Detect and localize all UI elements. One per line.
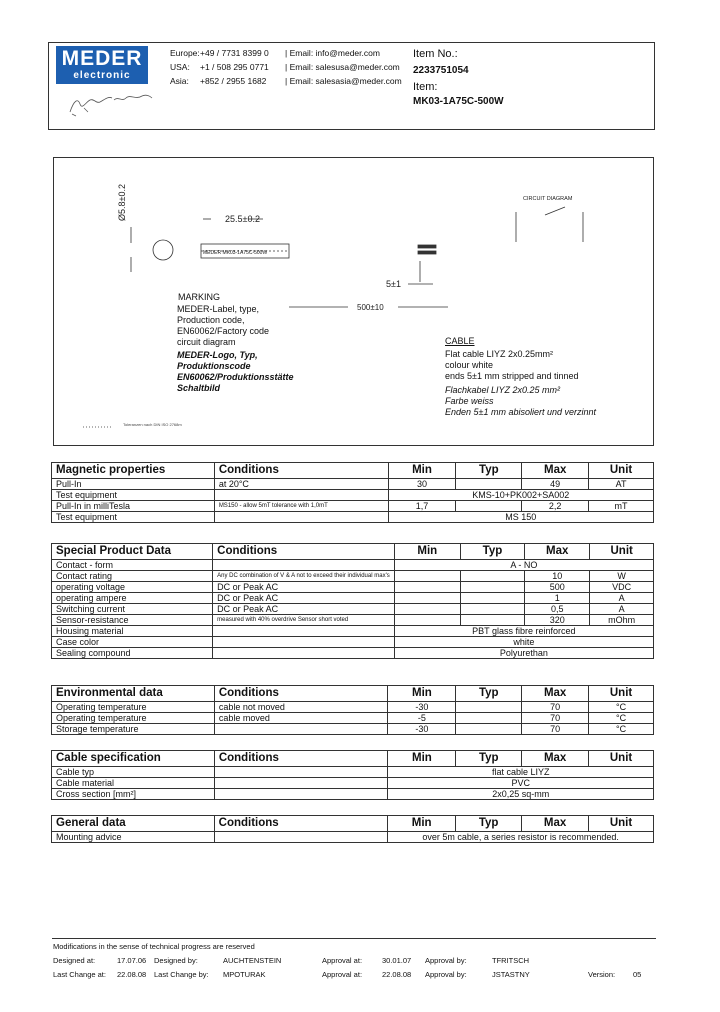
table-cell: 70 xyxy=(522,724,589,735)
table-column-header: Min xyxy=(388,816,456,832)
table-column-header: Typ xyxy=(456,686,522,702)
table-cell xyxy=(456,501,522,512)
marking-line: MEDER-Label, type, xyxy=(177,304,260,314)
table-cell: A - NO xyxy=(394,560,653,571)
cable-line-de: Flachkabel LIYZ 2x0.25 mm² xyxy=(445,385,561,395)
marking-line-de: Schaltbild xyxy=(177,383,221,393)
table-cell: °C xyxy=(589,702,654,713)
table-cell: Operating temperature xyxy=(52,702,215,713)
dim-length: 25.5±0.2 xyxy=(225,214,260,224)
table-row xyxy=(52,479,654,490)
table-cell: Pull-In xyxy=(52,479,215,490)
table-column-header: Max xyxy=(522,751,589,767)
table-column-header: Max xyxy=(522,463,589,479)
marking-english xyxy=(177,304,269,348)
table-cell: 1 xyxy=(525,593,590,604)
table-cell: PBT glass fibre reinforced xyxy=(394,626,653,637)
meder-logo xyxy=(56,46,148,84)
designed-by-value: AUCHTENSTEIN xyxy=(223,956,282,965)
table-cell: Polyurethan xyxy=(394,648,653,659)
cable-end xyxy=(418,245,436,248)
table-cell xyxy=(214,832,388,843)
table-cell: operating ampere xyxy=(52,593,213,604)
table-row xyxy=(52,501,654,512)
table-cell: A xyxy=(590,593,654,604)
version-label: Version: xyxy=(588,970,616,979)
table-row xyxy=(52,582,654,593)
table-cell: flat cable LIYZ xyxy=(388,767,654,778)
table-column-header: Unit xyxy=(589,463,654,479)
table-header-row xyxy=(52,544,654,560)
table-cell: MS150 - allow 5mT tolerance with 1,0mT xyxy=(214,501,388,512)
table-cell: KMS-10+PK002+SA002 xyxy=(388,490,653,501)
spec-table xyxy=(51,815,654,843)
table-column-header: Min xyxy=(388,686,456,702)
table-row xyxy=(52,702,654,713)
table-column-header: Max xyxy=(525,544,590,560)
table-cell: 2x0,25 sq-mm xyxy=(388,789,654,800)
table-cell: mT xyxy=(589,501,654,512)
table-cell xyxy=(456,702,522,713)
table-cell: Any DC combination of V & A not to exceed their individual max's xyxy=(213,571,395,582)
marking-line: Production code, xyxy=(177,315,245,325)
table-header-row xyxy=(52,463,654,479)
table-cell: Sealing compound xyxy=(52,648,213,659)
sensor-end-view xyxy=(153,240,173,260)
table-column-header: Conditions xyxy=(214,686,388,702)
table-cell xyxy=(456,479,522,490)
phone-usa: +1 / 508 295 0771 xyxy=(200,62,269,72)
table-cell xyxy=(394,593,460,604)
designed-at-label: Designed at: xyxy=(53,956,96,965)
table-row xyxy=(52,490,654,501)
marking-title: MARKING xyxy=(178,292,221,302)
last-change-by-value: MPOTURAK xyxy=(223,970,266,979)
cable-line: ends 5±1 mm stripped and tinned xyxy=(445,371,579,381)
cable-title: CABLE xyxy=(445,336,475,346)
cable-line: Flat cable LIYZ 2x0.25mm² xyxy=(445,349,554,359)
table-cell: Storage temperature xyxy=(52,724,215,735)
table-cell: VDC xyxy=(590,582,654,593)
contact-region-asia: Asia: xyxy=(170,76,189,86)
table-cell: °C xyxy=(589,713,654,724)
table-cell xyxy=(460,615,524,626)
table-section-title: Environmental data xyxy=(52,686,215,702)
table-column-header: Max xyxy=(522,816,589,832)
table-cell xyxy=(394,615,460,626)
table-row xyxy=(52,615,654,626)
table-cell xyxy=(460,571,524,582)
logo-text: MEDER xyxy=(61,47,143,70)
last-change-by-label: Last Change by: xyxy=(154,970,209,979)
cable-english xyxy=(445,349,579,382)
table-cell xyxy=(460,604,524,615)
table-cell: DC or Peak AC xyxy=(213,604,395,615)
table-column-header: Conditions xyxy=(214,816,388,832)
table-cell: 30 xyxy=(388,479,456,490)
contact-regions xyxy=(170,46,200,88)
contact-phones xyxy=(200,46,269,88)
table-cell: Test equipment xyxy=(52,512,215,523)
table-cell: A xyxy=(590,604,654,615)
table-section-title: Magnetic properties xyxy=(52,463,215,479)
footer-divider xyxy=(52,938,656,939)
table-row xyxy=(52,778,654,789)
table-section-title: Cable specification xyxy=(52,751,215,767)
cable-line: colour white xyxy=(445,360,494,370)
table-cell: operating voltage xyxy=(52,582,213,593)
table-column-header: Conditions xyxy=(214,463,388,479)
table-column-header: Min xyxy=(394,544,460,560)
spec-table xyxy=(51,543,654,659)
table-header-row xyxy=(52,686,654,702)
table-cell: -30 xyxy=(388,724,456,735)
item-no-label: Item No.: xyxy=(413,48,458,60)
logo-subtext: electronic xyxy=(73,70,131,81)
table-cell: Contact rating xyxy=(52,571,213,582)
version-value: 05 xyxy=(633,970,642,979)
last-change-at-value: 22.08.08 xyxy=(117,970,147,979)
item-label: Item: xyxy=(413,81,438,93)
table-cell: 0,5 xyxy=(525,604,590,615)
table-cell: 2,2 xyxy=(522,501,589,512)
approval-at-value-2: 22.08.08 xyxy=(382,970,412,979)
table-column-header: Min xyxy=(388,751,456,767)
table-row xyxy=(52,626,654,637)
table-column-header: Unit xyxy=(590,544,654,560)
table-header-row xyxy=(52,816,654,832)
circuit-diagram-label: CIRCUIT DIAGRAM xyxy=(523,196,573,202)
table-cell: Sensor-resistance xyxy=(52,615,213,626)
table-cell xyxy=(214,789,388,800)
spec-table xyxy=(51,750,654,800)
table-cell: Contact - form xyxy=(52,560,213,571)
table-row xyxy=(52,512,654,523)
table-cell: Pull-In in milliTesla xyxy=(52,501,215,512)
approval-by-label: Approval by: xyxy=(425,956,467,965)
marking-line-de: EN60062/Produktionsstätte xyxy=(177,372,294,382)
table-column-header: Typ xyxy=(456,751,522,767)
table-cell: cable not moved xyxy=(214,702,388,713)
table-cell xyxy=(456,724,522,735)
table-cell: at 20°C xyxy=(214,479,388,490)
table-cell: Housing material xyxy=(52,626,213,637)
table-section-title: Special Product Data xyxy=(52,544,213,560)
approval-by-label-2: Approval by: xyxy=(425,970,467,979)
table-cell: Cable material xyxy=(52,778,215,789)
part-label: MEDER MK03-1A75C-500W xyxy=(203,250,268,256)
table-cell: 70 xyxy=(522,713,589,724)
table-row xyxy=(52,767,654,778)
tolerance-note: Toleranzen nach DIN ISO 2768m xyxy=(123,422,182,427)
marking-line-de: MEDER-Logo, Typ, xyxy=(177,350,258,360)
approval-by-value-2: JSTASTNY xyxy=(492,970,530,979)
cable-german xyxy=(445,385,596,418)
table-cell xyxy=(394,604,460,615)
table-cell: 500 xyxy=(525,582,590,593)
dim-cable-length: 500±10 xyxy=(357,303,384,312)
dim-diameter: Ø5.8±0.2 xyxy=(117,184,127,221)
table-row xyxy=(52,789,654,800)
table-cell xyxy=(214,512,388,523)
table-cell xyxy=(394,582,460,593)
table-cell: PVC xyxy=(388,778,654,789)
table-cell xyxy=(460,582,524,593)
table-row xyxy=(52,604,654,615)
last-change-at-label: Last Change at: xyxy=(53,970,106,979)
table-row xyxy=(52,593,654,604)
spec-table xyxy=(51,685,654,735)
table-column-header: Unit xyxy=(589,751,654,767)
table-column-header: Typ xyxy=(456,463,522,479)
dim-strip: 5±1 xyxy=(386,279,401,289)
table-cell: Operating temperature xyxy=(52,713,215,724)
table-row xyxy=(52,637,654,648)
table-cell xyxy=(214,490,388,501)
table-column-header: Typ xyxy=(460,544,524,560)
table-cell: W xyxy=(590,571,654,582)
table-cell xyxy=(213,637,395,648)
contact-region-usa: USA: xyxy=(170,62,190,72)
table-cell: -5 xyxy=(388,713,456,724)
table-column-header: Unit xyxy=(589,816,654,832)
contact-emails xyxy=(285,46,402,88)
table-cell xyxy=(213,626,395,637)
designed-by-label: Designed by: xyxy=(154,956,198,965)
table-row xyxy=(52,724,654,735)
table-cell: cable moved xyxy=(214,713,388,724)
contact-region-europe: Europe: xyxy=(170,48,200,58)
approval-at-label: Approval at: xyxy=(322,956,363,965)
slogan-signature xyxy=(64,90,154,118)
table-cell xyxy=(394,571,460,582)
table-cell: over 5m cable, a series resistor is recommended. xyxy=(388,832,654,843)
table-cell xyxy=(214,724,388,735)
table-row xyxy=(52,560,654,571)
table-cell: DC or Peak AC xyxy=(213,593,395,604)
marking-line: EN60062/Factory code xyxy=(177,326,270,336)
table-cell: 1,7 xyxy=(388,501,456,512)
table-header-row xyxy=(52,751,654,767)
phone-asia: +852 / 2955 1682 xyxy=(200,76,267,86)
table-cell: MS 150 xyxy=(388,512,653,523)
table-column-header: Typ xyxy=(456,816,522,832)
approval-by-value: TFRITSCH xyxy=(492,956,530,965)
email-europe[interactable]: | Email: info@meder.com xyxy=(285,48,380,58)
marking-german xyxy=(177,350,294,394)
table-cell: 10 xyxy=(525,571,590,582)
table-cell: °C xyxy=(589,724,654,735)
item-no-value: 2233751054 xyxy=(413,65,469,76)
table-column-header: Unit xyxy=(589,686,654,702)
item-value: MK03-1A75C-500W xyxy=(413,96,504,107)
table-column-header: Min xyxy=(388,463,456,479)
table-cell: Mounting advice xyxy=(52,832,215,843)
footer-note: Modifications in the sense of technical progress are reserved xyxy=(53,942,255,951)
table-cell: 320 xyxy=(525,615,590,626)
table-column-header: Conditions xyxy=(214,751,388,767)
table-column-header: Max xyxy=(522,686,589,702)
email-asia[interactable]: | Email: salesasia@meder.com xyxy=(285,76,402,86)
marking-line-de: Produktionscode xyxy=(177,361,251,371)
table-cell: Case color xyxy=(52,637,213,648)
table-cell: Cross section [mm²] xyxy=(52,789,215,800)
table-cell: Cable typ xyxy=(52,767,215,778)
table-cell: -30 xyxy=(388,702,456,713)
table-column-header: Conditions xyxy=(213,544,395,560)
table-row xyxy=(52,832,654,843)
phone-europe: +49 / 7731 8399 0 xyxy=(200,48,269,58)
table-cell: white xyxy=(394,637,653,648)
spec-table xyxy=(51,462,654,523)
table-cell xyxy=(213,648,395,659)
table-cell xyxy=(460,593,524,604)
table-cell: 70 xyxy=(522,702,589,713)
cable-line-de: Farbe weiss xyxy=(445,396,494,406)
table-cell: measured with 40% overdrive Sensor short voted xyxy=(213,615,395,626)
table-cell xyxy=(214,767,388,778)
approval-at-value: 30.01.07 xyxy=(382,956,412,965)
designed-at-value: 17.07.06 xyxy=(117,956,147,965)
marking-line: circuit diagram xyxy=(177,337,236,347)
email-usa[interactable]: | Email: salesusa@meder.com xyxy=(285,62,400,72)
table-cell: 49 xyxy=(522,479,589,490)
table-section-title: General data xyxy=(52,816,215,832)
table-cell: Test equipment xyxy=(52,490,215,501)
table-cell xyxy=(456,713,522,724)
table-cell xyxy=(213,560,395,571)
table-cell: mOhm xyxy=(590,615,654,626)
table-cell: Switching current xyxy=(52,604,213,615)
table-cell xyxy=(214,778,388,789)
approval-at-label-2: Approval at: xyxy=(322,970,363,979)
table-row xyxy=(52,571,654,582)
table-cell: AT xyxy=(589,479,654,490)
cable-line-de: Enden 5±1 mm abisoliert und verzinnt xyxy=(445,407,597,417)
table-row xyxy=(52,713,654,724)
table-cell: DC or Peak AC xyxy=(213,582,395,593)
table-row xyxy=(52,648,654,659)
